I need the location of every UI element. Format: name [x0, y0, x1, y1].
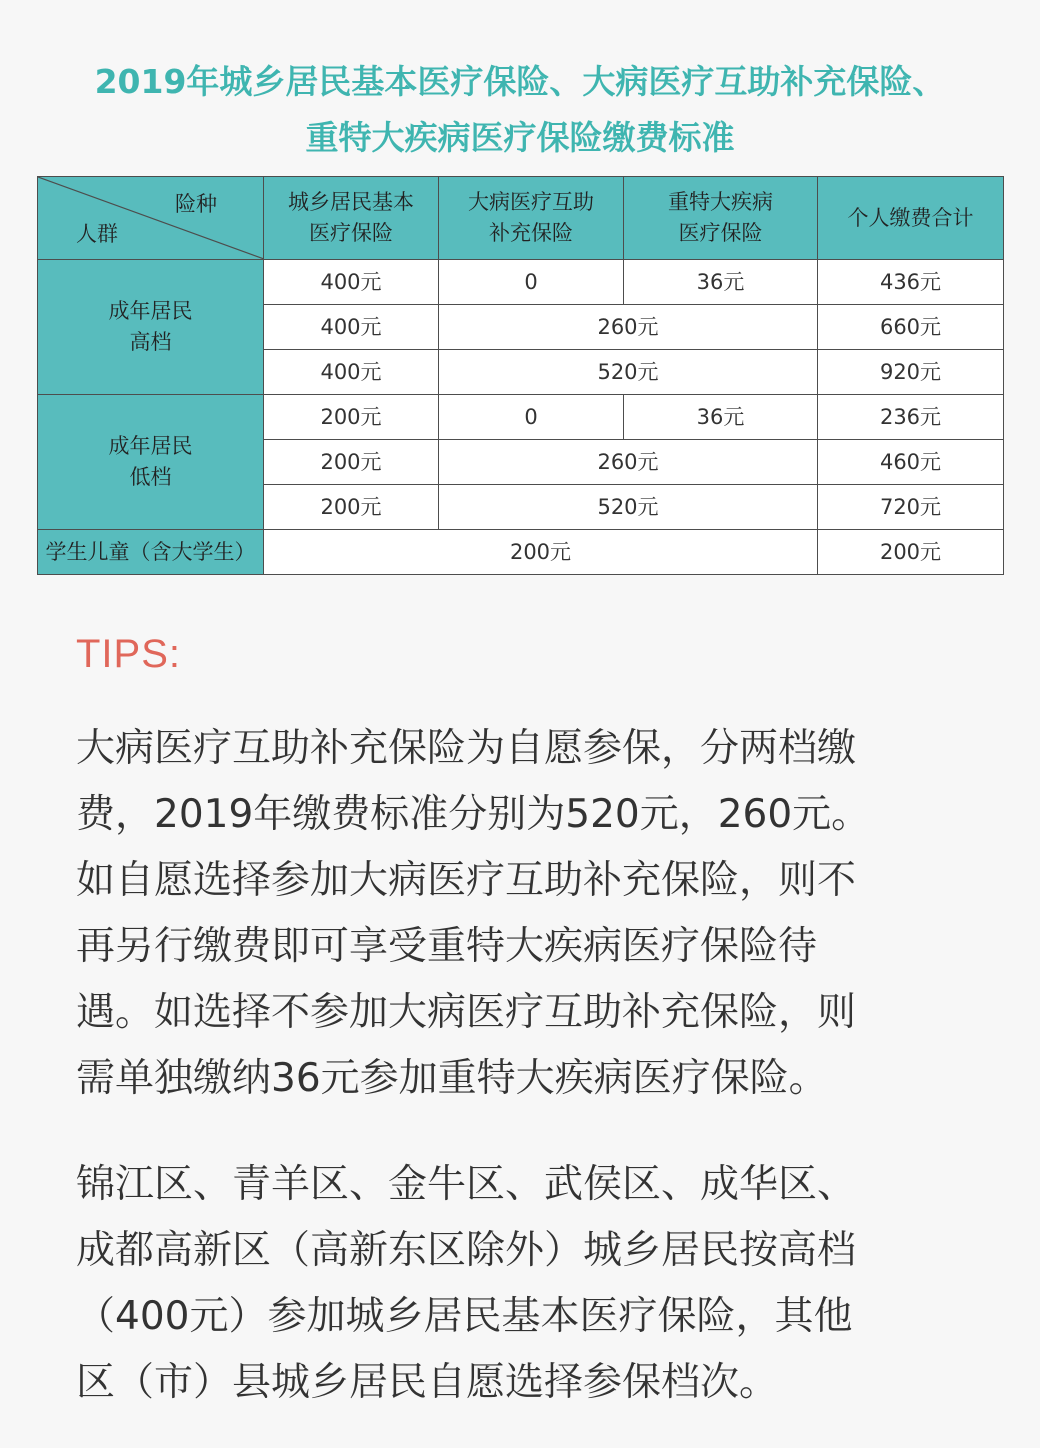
cell-basic: 400元 — [264, 350, 439, 395]
header-serious: 重特大疾病 医疗保险 — [624, 177, 818, 260]
table-row — [38, 260, 1004, 305]
table-row — [38, 395, 1004, 440]
tips-paragraph-1: 大病医疗互助补充保险为自愿参保，分两档缴 费，2019年缴费标准分别为520元，260元。 如自愿选择参加大病医疗互助补充保险，则不 再另行缴费即可享受重特大疾病医疗保险待 遇。如选择不参加大病医疗互助补充保险，则 需单独缴纳36元参加重特大疾病医疗保险。 — [76, 726, 871, 1101]
header-mutual: 大病医疗互助 补充保险 — [439, 177, 624, 260]
header-basic: 城乡居民基本 医疗保险 — [264, 177, 439, 260]
table-header-row — [38, 177, 1004, 260]
group-student: 学生儿童（含大学生） — [38, 530, 264, 575]
title-line-2: 重特大疾病医疗保险缴费标准 — [305, 118, 735, 157]
cell-basic: 200元 — [264, 395, 439, 440]
cell-total: 236元 — [818, 395, 1004, 440]
tips-label: TIPS: — [76, 632, 182, 676]
cell-total: 436元 — [818, 260, 1004, 305]
corner-label-insurance: 险种 — [175, 192, 217, 216]
cell-serious: 36元 — [624, 395, 818, 440]
cell-basic: 400元 — [264, 305, 439, 350]
cell-total: 460元 — [818, 440, 1004, 485]
cell-total: 660元 — [818, 305, 1004, 350]
fee-standard-table — [37, 176, 1004, 575]
cell-merged: 260元 — [439, 440, 818, 485]
cell-merged: 200元 — [264, 530, 818, 575]
cell-merged: 520元 — [439, 350, 818, 395]
title-line-1: 2019年城乡居民基本医疗保险、大病医疗互助补充保险、 — [94, 62, 946, 101]
cell-total: 720元 — [818, 485, 1004, 530]
cell-basic: 400元 — [264, 260, 439, 305]
corner-label-group: 人群 — [76, 222, 118, 246]
cell-basic: 200元 — [264, 440, 439, 485]
cell-merged: 520元 — [439, 485, 818, 530]
cell-mutual: 0 — [439, 260, 624, 305]
table-row — [38, 530, 1004, 575]
cell-mutual: 0 — [439, 395, 624, 440]
cell-serious: 36元 — [624, 260, 818, 305]
tips-paragraph-2: 锦江区、青羊区、金牛区、武侯区、成华区、 成都高新区（高新东区除外）城乡居民按高档 （400元）参加城乡居民基本医疗保险，其他 区（市）县城乡居民自愿选择参保档次。 — [76, 1162, 857, 1405]
cell-basic: 200元 — [264, 485, 439, 530]
cell-total: 200元 — [818, 530, 1004, 575]
page-title — [0, 54, 1040, 166]
group-low: 成年居民 低档 — [38, 395, 264, 530]
corner-cell — [38, 177, 264, 260]
diagonal-line — [38, 177, 264, 259]
header-total: 个人缴费合计 — [818, 177, 1004, 260]
cell-merged: 260元 — [439, 305, 818, 350]
cell-total: 920元 — [818, 350, 1004, 395]
group-high: 成年居民 高档 — [38, 260, 264, 395]
